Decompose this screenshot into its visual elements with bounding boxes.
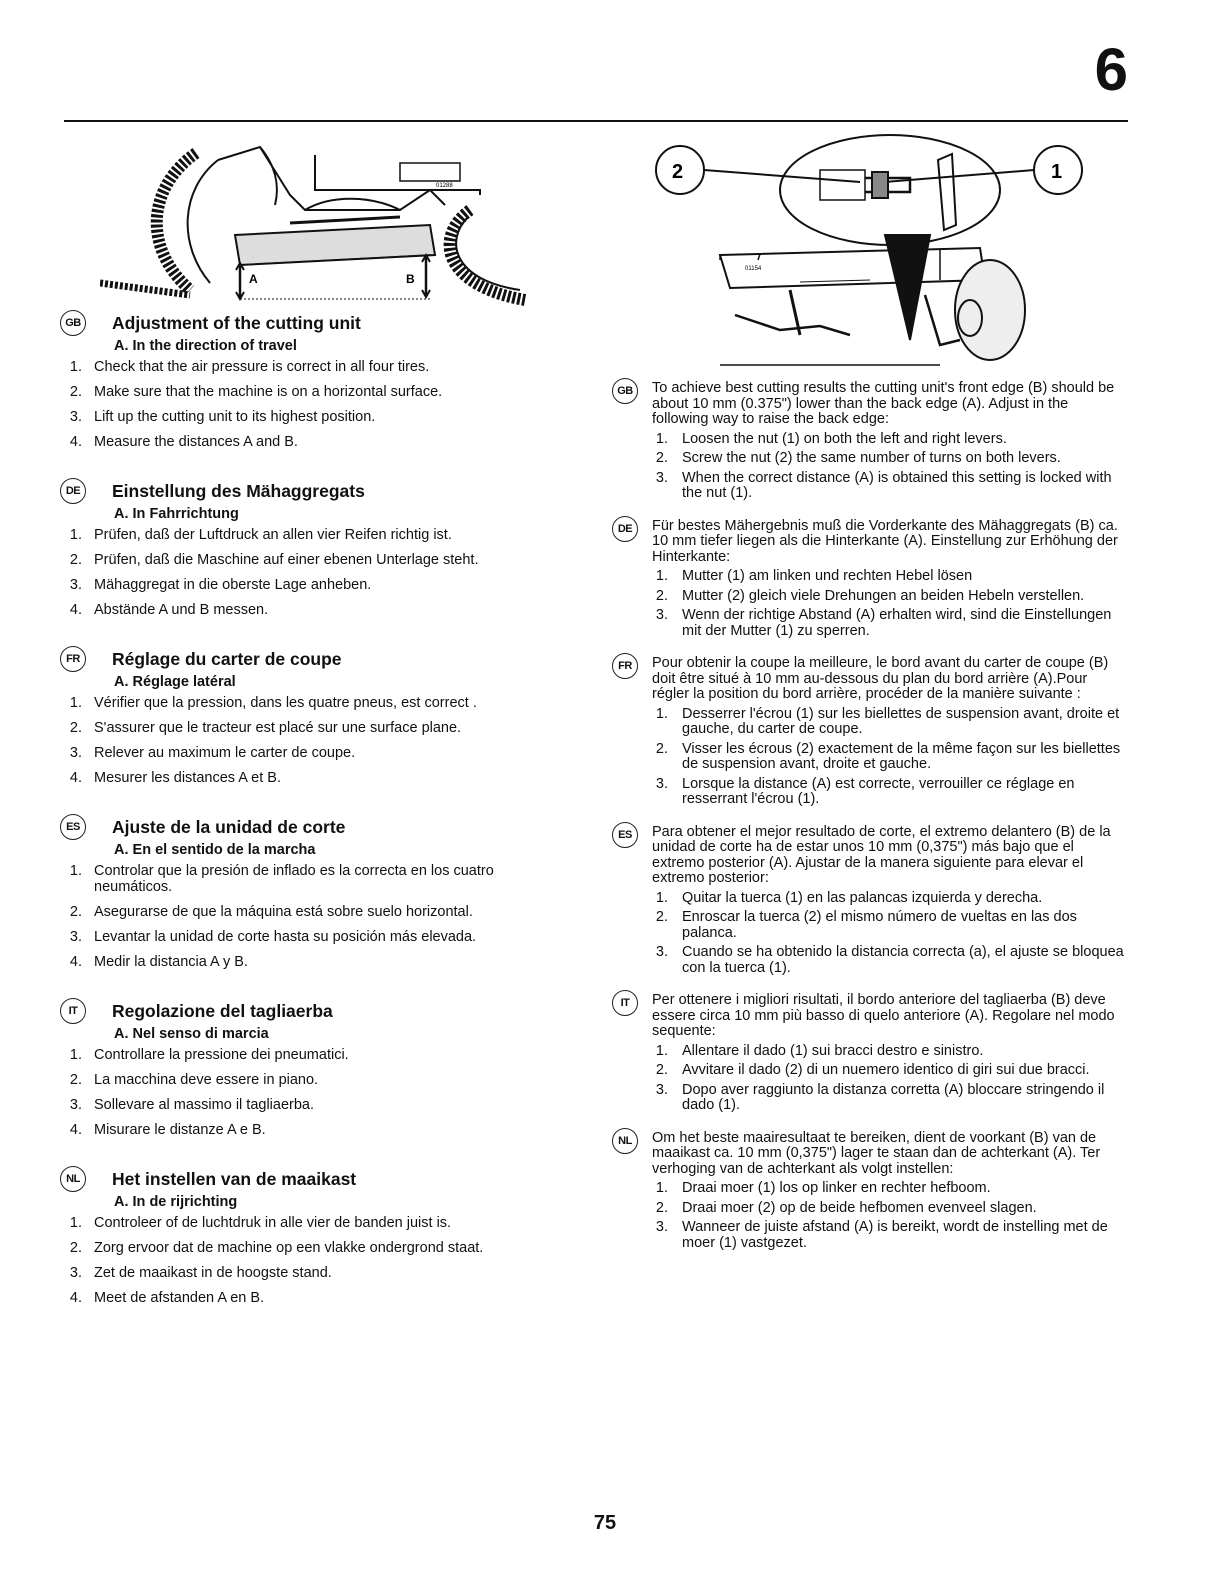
step-text: Draai moer (1) los op linker en rechter hefboom. — [682, 1180, 991, 1196]
step-text: La macchina deve essere in piano. — [94, 1072, 319, 1088]
step-text: Loosen the nut (1) on both the left and right levers. — [682, 430, 1007, 447]
step-text: Measure the distances A and B. — [94, 434, 298, 450]
step-number: 1. — [655, 568, 668, 584]
step-item — [60, 1265, 570, 1281]
callout-2-label: 2 — [672, 161, 684, 183]
step-number: 1. — [655, 430, 668, 447]
language-flag-icon: GB — [612, 378, 638, 404]
step-text: Dopo aver raggiunto la distanza corretta (A) bloccare stringendo il dado (1). — [682, 1081, 1105, 1113]
step-text: Misurare le distanze A e B. — [94, 1122, 266, 1138]
figure-deck-side-view — [100, 135, 540, 310]
adjust-intro: Para obtener el mejor resultado de corte, el extremo delantero (B) de la unidad de corte ha de estar unos 10 mm (0,375") más bajo que el extremo posterior (A). Ajustar de la manera siguiente para elevar el extremo posterior: — [652, 823, 1111, 886]
step-text: Desserrer l'écrou (1) sur les biellettes de suspension avant, droite et gauche, du carter de coupe. — [682, 705, 1120, 737]
adjust-step-item — [612, 777, 1128, 808]
adjust-step-list — [612, 1181, 1128, 1251]
adjust-step-item — [612, 910, 1128, 941]
step-number: 2. — [655, 450, 668, 466]
step-text: Medir la distancia A y B. — [94, 954, 248, 970]
step-text: When the correct distance (A) is obtained this setting is locked with the nut (1). — [682, 469, 1112, 501]
figure-hanger-detail — [640, 130, 1120, 370]
step-number: 1. — [655, 889, 668, 906]
adjust-step-item — [612, 1181, 1128, 1197]
step-number: 4. — [69, 1290, 82, 1306]
section-fr — [60, 646, 570, 786]
step-text: Allentare il dado (1) sui bracci destro e sinistro. — [682, 1042, 984, 1059]
step-text: Levantar la unidad de corte hasta su posición más elevada. — [94, 929, 477, 945]
section-subtitle: A. En el sentido de la marcha — [114, 842, 316, 858]
step-number: 2. — [655, 1062, 668, 1078]
adjust-step-item — [612, 1201, 1128, 1217]
step-item — [60, 745, 570, 761]
language-flag-icon: FR — [60, 646, 86, 672]
section-header — [60, 310, 570, 336]
step-item — [60, 1215, 570, 1231]
step-item — [60, 409, 570, 425]
step-list — [60, 863, 570, 970]
step-item — [60, 1072, 570, 1088]
section-subtitle: A. In the direction of travel — [114, 338, 297, 354]
adjust-intro: To achieve best cutting results the cutting unit's front edge (B) should be about 10 mm (0.375") lower than the back edge (A). Adjust in the following way to raise the back edge: — [652, 380, 1115, 427]
step-number: 3. — [69, 745, 82, 761]
step-list — [60, 1215, 570, 1306]
figure-right-code: 01154 — [745, 266, 762, 272]
adjust-step-list — [612, 1044, 1128, 1114]
step-text: Make sure that the machine is on a horizontal surface. — [94, 384, 443, 400]
language-flag-icon: ES — [60, 814, 86, 840]
section-title: Adjustment of the cutting unit — [112, 312, 361, 333]
adjust-step-item — [612, 1044, 1128, 1060]
section-header — [60, 478, 570, 504]
adjust-intro: Om het beste maairesultaat te bereiken, dient de voorkant (B) van de maaikast ca. 10 mm (0,375") lager te staan dan de achterkant (A). Ter verhoging van de achterkant als volgt instellen: — [652, 1129, 1101, 1177]
section-de — [60, 478, 570, 618]
adjust-step-item — [612, 1083, 1128, 1114]
adjust-section-header — [612, 381, 1128, 428]
section-subtitle: A. In de rijrichting — [114, 1194, 238, 1210]
section-gb — [60, 310, 570, 450]
step-text: Prüfen, daß die Maschine auf einer ebenen Unterlage steht. — [94, 552, 479, 568]
step-list — [60, 527, 570, 618]
language-flag-icon: NL — [60, 1166, 86, 1192]
figure-label-b: B — [406, 272, 415, 286]
adjust-intro: Für bestes Mähergebnis muß die Vorderkante des Mähaggregats (B) ca. 10 mm tiefer liegen als die Hinterkante (A). Einstellung zur Erhöhung der Hinterkante: — [652, 517, 1118, 565]
adjust-section-nl — [612, 1131, 1128, 1252]
step-text: Relever au maximum le carter de coupe. — [94, 745, 356, 761]
step-number: 2. — [655, 740, 668, 757]
section-title: Regolazione del tagliaerba — [112, 1000, 333, 1021]
step-number: 3. — [655, 1081, 668, 1098]
callout-1-label: 1 — [1051, 161, 1063, 183]
step-number: 3. — [69, 1097, 82, 1113]
adjust-section-it — [612, 993, 1128, 1114]
step-number: 1. — [69, 863, 82, 879]
step-item — [60, 720, 570, 736]
step-number: 1. — [655, 1180, 668, 1196]
figure-code: 01288 — [436, 183, 453, 189]
step-text: Controleer of de luchtdruk in alle vier de banden juist is. — [94, 1215, 452, 1231]
left-column — [60, 310, 570, 1334]
adjust-step-item — [612, 432, 1128, 448]
step-number: 2. — [69, 1072, 82, 1088]
section-it — [60, 998, 570, 1138]
step-text: Zorg ervoor dat de machine op een vlakke ondergrond staat. — [94, 1240, 484, 1256]
step-item — [60, 954, 570, 970]
step-text: Enroscar la tuerca (2) el mismo número de vueltas en las dos palanca. — [682, 909, 1077, 941]
adjust-section-es — [612, 825, 1128, 977]
step-item — [60, 434, 570, 450]
step-list — [60, 1047, 570, 1138]
step-text: Mutter (1) am linken und rechten Hebel lösen — [682, 568, 973, 584]
step-item — [60, 929, 570, 945]
language-flag-icon: DE — [612, 516, 638, 542]
step-number: 1. — [69, 1215, 82, 1231]
step-text: Mutter (2) gleich viele Drehungen an beiden Hebeln verstellen. — [682, 587, 1085, 604]
section-subtitle: A. Nel senso di marcia — [114, 1026, 269, 1042]
step-item — [60, 602, 570, 618]
step-number: 4. — [69, 434, 82, 450]
adjust-step-item — [612, 608, 1128, 639]
language-flag-icon: IT — [60, 998, 86, 1024]
step-item — [60, 904, 570, 920]
step-text: Avvitare il dado (2) di un nuemero identico di giri sui due bracci. — [682, 1062, 1090, 1078]
section-header — [60, 646, 570, 672]
step-text: Wenn der richtige Abstand (A) erhalten wird, sind die Einstellungen mit der Mutter (1) zu sperren. — [682, 607, 1112, 639]
step-text: Controlar que la presión de inflado es la correcta en los cuatro neumáticos. — [94, 863, 494, 895]
step-item — [60, 1240, 570, 1256]
step-item — [60, 695, 570, 711]
step-item — [60, 384, 570, 400]
step-item — [60, 1047, 570, 1063]
adjust-section-header — [612, 656, 1128, 703]
section-es — [60, 814, 570, 970]
adjust-section-de — [612, 519, 1128, 640]
adjust-intro: Per ottenere i migliori risultati, il bordo anteriore del tagliaerba (B) deve essere circa 10 mm più basso di quelo anteriore (A). Regolare nel modo sequente: — [652, 992, 1115, 1039]
step-number: 3. — [69, 577, 82, 593]
step-item — [60, 552, 570, 568]
language-flag-icon: FR — [612, 653, 638, 679]
step-number: 1. — [69, 359, 82, 375]
step-text: S'assurer que le tracteur est placé sur une surface plane. — [94, 720, 462, 736]
adjust-section-header — [612, 825, 1128, 887]
step-list — [60, 695, 570, 786]
step-number: 2. — [69, 1240, 82, 1256]
section-subtitle: A. Réglage latéral — [114, 674, 236, 690]
step-number: 2. — [69, 552, 82, 568]
step-number: 2. — [655, 909, 668, 925]
adjust-step-item — [612, 471, 1128, 502]
step-number: 3. — [69, 1265, 82, 1281]
header-rule — [64, 120, 1128, 122]
step-text: Asegurarse de que la máquina está sobre suelo horizontal. — [94, 904, 473, 920]
section-header — [60, 998, 570, 1024]
step-item — [60, 1122, 570, 1138]
step-number: 4. — [69, 602, 82, 618]
step-number: 4. — [69, 770, 82, 786]
step-text: Vérifier que la pression, dans les quatre pneus, est correct . — [94, 695, 477, 711]
chapter-number: 6 — [1094, 36, 1128, 103]
section-nl — [60, 1166, 570, 1306]
section-subtitle: A. In Fahrrichtung — [114, 506, 239, 522]
adjust-section-header — [612, 1131, 1128, 1178]
step-text: Mesurer les distances A et B. — [94, 770, 281, 786]
adjust-step-item — [612, 1220, 1128, 1251]
step-item — [60, 1290, 570, 1306]
step-text: Meet de afstanden A en B. — [94, 1290, 265, 1306]
adjust-step-item — [612, 589, 1128, 605]
step-number: 3. — [655, 469, 668, 486]
step-text: Visser les écrous (2) exactement de la même façon sur les biellettes de suspension avant, droite et gauche. — [682, 740, 1121, 772]
step-number: 1. — [69, 1047, 82, 1063]
language-flag-icon: NL — [612, 1128, 638, 1154]
step-text: Sollevare al massimo il tagliaerba. — [94, 1097, 315, 1113]
step-text: Abstände A und B messen. — [94, 602, 269, 618]
section-title: Einstellung des Mähaggregats — [112, 480, 365, 501]
section-title: Réglage du carter de coupe — [112, 648, 342, 669]
step-text: Wanneer de juiste afstand (A) is bereikt, wordt de instelling met de moer (1) vastgezet. — [682, 1219, 1108, 1251]
page-number: 75 — [593, 1512, 617, 1534]
step-text: Lorsque la distance (A) est correcte, verrouiller ce réglage en resserrant l'écrou (1). — [682, 775, 1075, 807]
step-list — [60, 359, 570, 450]
language-flag-icon: DE — [60, 478, 86, 504]
step-number: 1. — [69, 695, 82, 711]
adjust-step-item — [612, 945, 1128, 976]
right-column — [612, 381, 1128, 1268]
adjust-section-header — [612, 993, 1128, 1040]
section-title: Het instellen van de maaikast — [112, 1168, 357, 1189]
step-text: Draai moer (2) op de beide hefbomen evenveel slagen. — [682, 1199, 1037, 1216]
step-number: 2. — [655, 1199, 668, 1216]
adjust-section-header — [612, 519, 1128, 566]
step-text: Prüfen, daß der Luftdruck an allen vier Reifen richtig ist. — [94, 527, 452, 543]
adjust-step-list — [612, 432, 1128, 502]
step-number: 3. — [655, 944, 668, 960]
language-flag-icon: ES — [612, 822, 638, 848]
adjust-step-list — [612, 707, 1128, 808]
step-item — [60, 527, 570, 543]
step-number: 2. — [69, 720, 82, 736]
language-flag-icon: IT — [612, 990, 638, 1016]
step-text: Check that the air pressure is correct in all four tires. — [94, 359, 430, 375]
step-item — [60, 1097, 570, 1113]
step-number: 2. — [69, 904, 82, 920]
section-title: Ajuste de la unidad de corte — [112, 816, 346, 837]
step-number: 4. — [69, 954, 82, 970]
step-number: 4. — [69, 1122, 82, 1138]
adjust-step-item — [612, 742, 1128, 773]
language-flag-icon: GB — [60, 310, 86, 336]
step-number: 3. — [655, 1219, 668, 1235]
step-text: Quitar la tuerca (1) en las palancas izquierda y derecha. — [682, 889, 1043, 906]
step-number: 2. — [69, 384, 82, 400]
step-text: Cuando se ha obtenido la distancia correcta (a), el ajuste se bloquea con la tuerca (1). — [682, 944, 1124, 976]
step-item — [60, 359, 570, 375]
step-number: 3. — [655, 775, 668, 792]
adjust-step-item — [612, 707, 1128, 738]
step-number: 3. — [69, 929, 82, 945]
step-number: 1. — [69, 527, 82, 543]
step-item — [60, 863, 570, 895]
figure-label-a: A — [249, 272, 258, 286]
step-text: Screw the nut (2) the same number of turns on both levers. — [682, 450, 1061, 466]
step-number: 3. — [655, 607, 668, 623]
step-text: Zet de maaikast in de hoogste stand. — [94, 1265, 332, 1281]
adjust-intro: Pour obtenir la coupe la meilleure, le bord avant du carter de coupe (B) doit être situé à 10 mm au-dessous du plan du bord arrière (A).Pour régler la position du bord arrière, procéder de la manière suivante : — [652, 655, 1109, 702]
adjust-step-list — [612, 891, 1128, 977]
step-item — [60, 770, 570, 786]
adjust-step-list — [612, 569, 1128, 639]
step-number: 2. — [655, 587, 668, 604]
adjust-step-item — [612, 1063, 1128, 1079]
step-text: Mähaggregat in die oberste Lage anheben. — [94, 577, 372, 593]
step-number: 3. — [69, 409, 82, 425]
section-header — [60, 814, 570, 840]
adjust-section-gb — [612, 381, 1128, 502]
adjust-step-item — [612, 569, 1128, 585]
step-number: 1. — [655, 705, 668, 722]
section-header — [60, 1166, 570, 1192]
step-item — [60, 577, 570, 593]
adjust-section-fr — [612, 656, 1128, 808]
step-text: Lift up the cutting unit to its highest position. — [94, 409, 376, 425]
adjust-step-item — [612, 451, 1128, 467]
step-number: 1. — [655, 1042, 668, 1059]
adjust-step-item — [612, 891, 1128, 907]
step-text: Controllare la pressione dei pneumatici. — [94, 1047, 349, 1063]
